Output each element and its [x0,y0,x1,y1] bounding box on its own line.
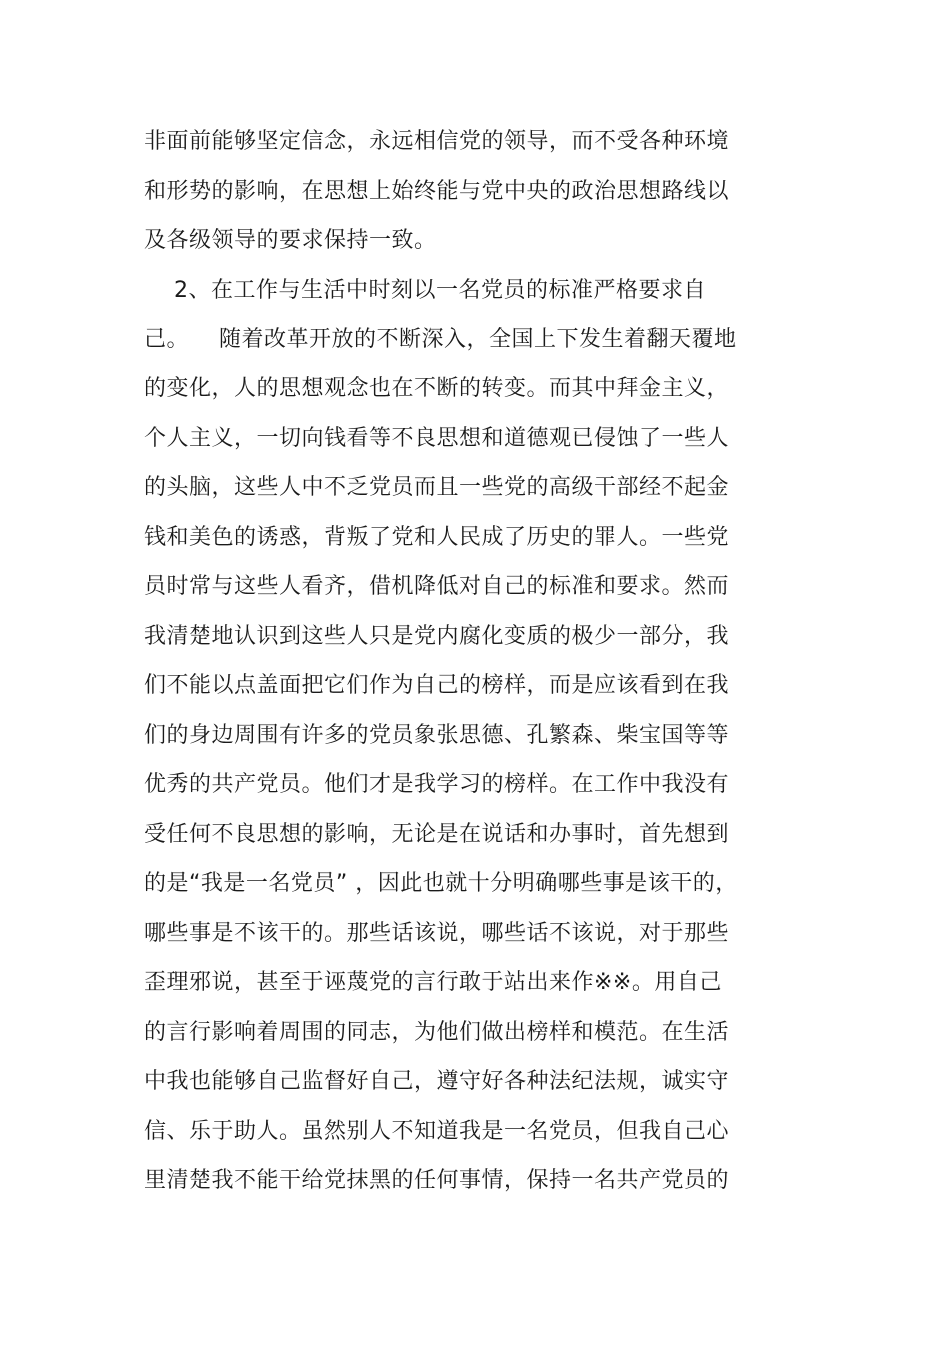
text-line: 2、在工作与生活中时刻以一名党员的标准严格要求自 [144,278,706,303]
text-line: 的是“我是一名党员” ，因此也就十分明确哪些事是该干的， [144,871,738,896]
text-line: 的头脑，这些人中不乏党员而且一些党的高级干部经不起金 [144,475,730,500]
text-line: 个人主义，一切向钱看等不良思想和道德观已侵蚀了一些人 [144,426,730,451]
text-line: 的变化，人的思想观念也在不断的转变。而其中拜金主义， [144,376,730,401]
text-line: 们不能以点盖面把它们作为自己的榜样，而是应该看到在我 [144,673,730,698]
text-line: 己。 随着改革开放的不断深入，全国上下发生着翻天覆地 [144,327,737,352]
text-line: 优秀的共产党员。他们才是我学习的榜样。在工作中我没有 [144,772,730,797]
text-line: 的言行影响着周围的同志，为他们做出榜样和模范。在生活 [144,1020,730,1045]
text-line: 歪理邪说，甚至于诬蔑党的言行敢于站出来作※※。用自己 [144,970,722,995]
text-line: 受任何不良思想的影响，无论是在说话和办事时，首先想到 [144,822,730,847]
text-line: 哪些事是不该干的。那些话该说，哪些话不该说，对于那些 [144,921,730,946]
text-line: 信、乐于助人。虽然别人不知道我是一名党员，但我自己心 [144,1119,730,1144]
text-line: 中我也能够自己监督好自己，遵守好各种法纪法规，诚实守 [144,1069,730,1094]
text-line: 我清楚地认识到这些人只是党内腐化变质的极少一部分，我 [144,624,730,649]
text-line: 员时常与这些人看齐，借机降低对自己的标准和要求。然而 [144,574,730,599]
text-line: 们的身边周围有许多的党员象张思德、孔繁森、柴宝国等等 [144,723,730,748]
text-line: 和形势的影响，在思想上始终能与党中央的政治思想路线以 [144,179,730,204]
text-line: 里清楚我不能干给党抹黑的任何事情，保持一名共产党员的 [144,1168,730,1193]
text-line: 非面前能够坚定信念，永远相信党的领导，而不受各种环境 [144,129,730,154]
text-line: 钱和美色的诱惑，背叛了党和人民成了历史的罪人。一些党 [144,525,730,550]
text-line: 及各级领导的要求保持一致。 [144,228,437,253]
